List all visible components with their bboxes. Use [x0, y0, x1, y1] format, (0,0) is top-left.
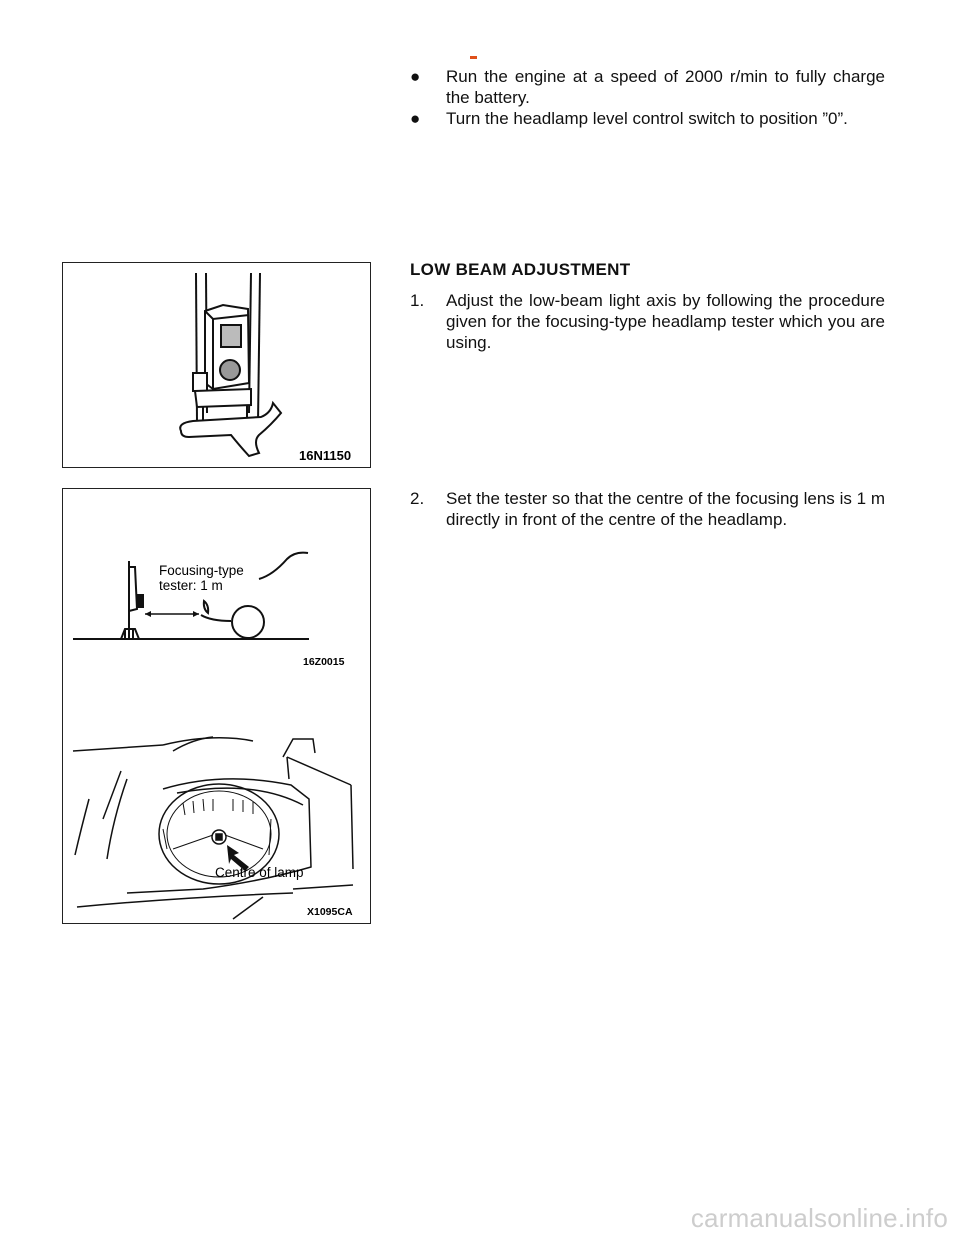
step-item [410, 290, 885, 353]
bullet-item [410, 66, 885, 108]
bullet-dot: ● [410, 109, 421, 128]
section-title: LOW BEAM ADJUSTMENT [410, 260, 631, 279]
step-text: Set the tester so that the centre of the focusing lens is 1 m directly in front of the centre of the headlamp. [446, 489, 885, 529]
figure-tester-distance [62, 488, 371, 924]
centre-label: Centre of lamp [215, 865, 304, 880]
figure-code: 16N1150 [299, 448, 352, 463]
bullet-text: Turn the headlamp level control switch to position ”0”. [446, 109, 848, 128]
step-number: 2. [410, 489, 425, 508]
tester-stand-illustration [63, 263, 369, 466]
step-number: 1. [410, 291, 425, 310]
bullet-dot: ● [410, 67, 421, 86]
header-mark [470, 56, 477, 59]
figure-tester-stand [62, 262, 371, 468]
step-item [410, 488, 885, 530]
figure-code: 16Z0015 [303, 656, 345, 668]
tester-label: tester: 1 m [159, 578, 223, 593]
precondition-list [410, 66, 885, 129]
bullet-text: Run the engine at a speed of 2000 r/min to fully charge the battery. [446, 67, 885, 107]
bullet-item [410, 108, 885, 129]
watermark: carmanualsonline.info [690, 1203, 948, 1233]
tester-distance-illustration [63, 489, 369, 922]
figure-code: X1095CA [307, 906, 353, 918]
step-text: Adjust the low-beam light axis by following the procedure given for the focusing-type headlamp tester which you are using. [446, 291, 885, 352]
tester-label: Focusing-type [159, 563, 244, 578]
